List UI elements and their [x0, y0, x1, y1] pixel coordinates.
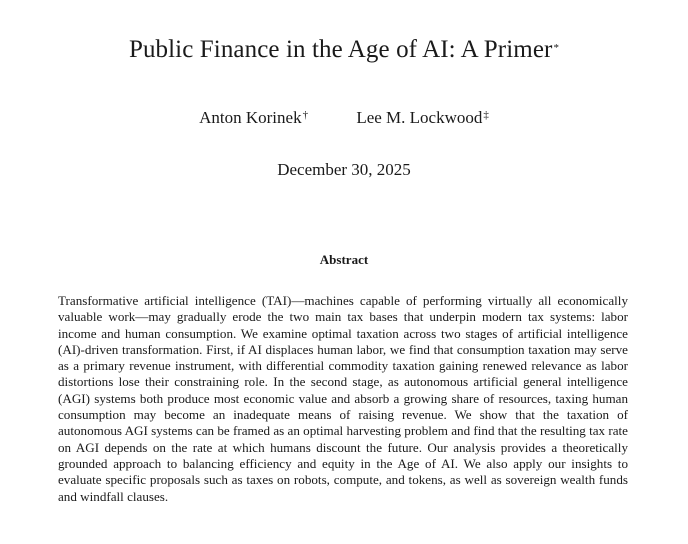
author-name: Lee M. Lockwood [356, 108, 483, 127]
title-footnote-mark: * [553, 42, 560, 54]
paper-title-text: Public Finance in the Age of AI: A Primer [128, 36, 553, 63]
author-name: Anton Korinek [199, 108, 302, 127]
abstract-text: Transformative artificial intelligence (TAI)—machines capable of performing virtually all economically valuable work—may gradually erode the two main tax bases that underpin modern tax systems: labor income and human consumption. We examine optimal taxation across two stages of artificial intelligence (AI)-driven transformation. First, if AI displaces human labor, we find that consumption taxation may serve as a primary revenue instrument, with differential commodity taxation gaining renewed relevance as labor distortions lose their constraining role. In the second stage, as autonomous artificial general intelligence (AGI) systems both produce most economic value and absorb a growing share of resources, taxing human consumption may become an inadequate means of raising revenue. We show that the taxation of autonomous AGI systems can be framed as an optimal harvesting problem and find that the resulting tax rate on AGI depends on the rate at which humans discount the future. Our analysis provides a theoretically grounded approach to balancing efficiency and equity in the Age of AI. We also apply our insights to evaluate specific proposals such as taxes on robots, compute, and tokens, as well as sovereign wealth funds and windfall clauses. [58, 293, 628, 504]
paper-title [0, 34, 688, 66]
author-footnote-mark: ‡ [483, 109, 489, 121]
author-korinek [199, 107, 308, 129]
abstract-heading: Abstract [319, 252, 369, 267]
author-list [0, 107, 688, 129]
paper-date: December 30, 2025 [277, 160, 411, 179]
author-lockwood [356, 107, 489, 129]
author-footnote-mark: † [302, 109, 309, 121]
